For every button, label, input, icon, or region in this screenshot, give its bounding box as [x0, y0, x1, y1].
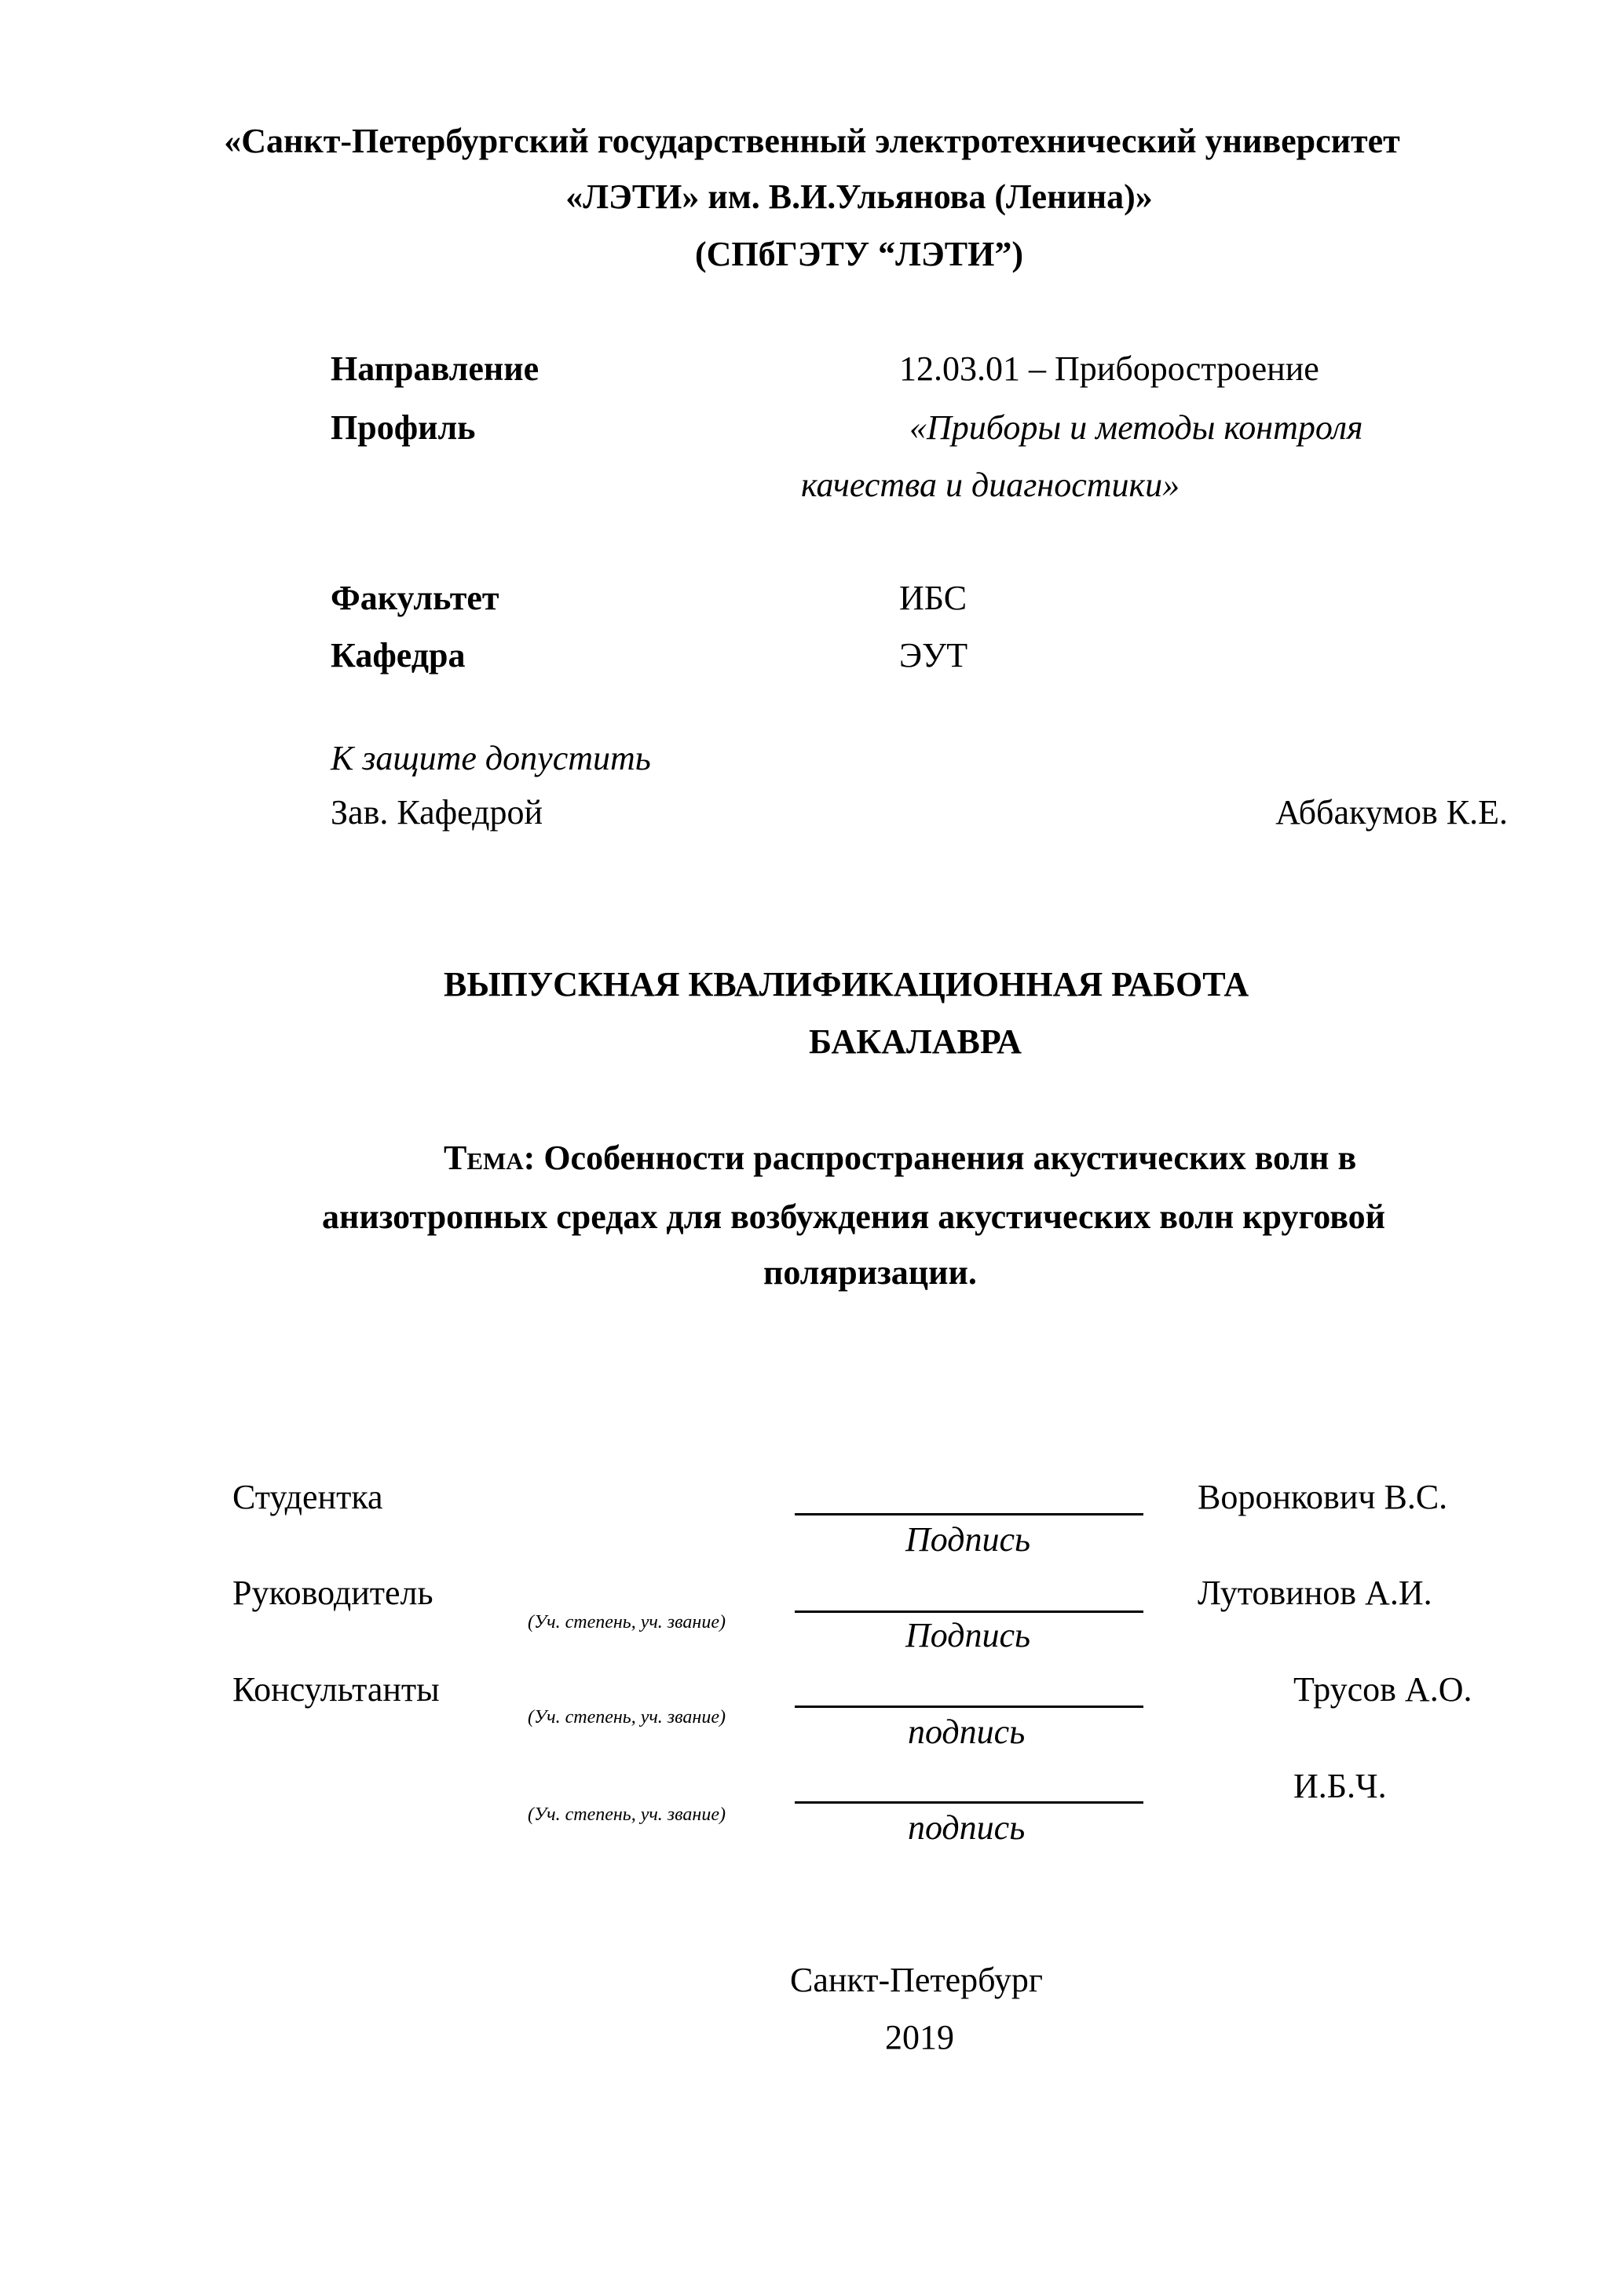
consultant2-signature-caption: подпись	[908, 1808, 1026, 1847]
consultant2-degree-caption: (Уч. степень, уч. звание)	[528, 1804, 726, 1825]
student-name: Воронкович В.С.	[1198, 1478, 1448, 1516]
consultants-label: Консультанты	[232, 1670, 440, 1709]
consultant2-signature-line	[795, 1801, 1143, 1804]
direction-value: 12.03.01 – Приборостроение	[899, 349, 1319, 388]
supervisor-label: Руководитель	[232, 1574, 433, 1612]
university-name-line1: «Санкт-Петербургский государственный электротехнический университет	[224, 122, 1400, 160]
year: 2019	[885, 2018, 954, 2057]
supervisor-signature-caption: Подпись	[905, 1616, 1031, 1654]
student-signature-line	[795, 1513, 1143, 1515]
university-name-line2: «ЛЭТИ» им. В.И.Ульянова (Ленина)»	[565, 177, 1153, 216]
supervisor-degree-caption: (Уч. степень, уч. звание)	[528, 1612, 726, 1632]
university-abbr: (СПбГЭТУ “ЛЭТИ”)	[695, 235, 1023, 273]
topic-line1	[444, 1141, 1356, 1175]
profile-label: Профиль	[331, 408, 476, 447]
supervisor-name: Лутовинов А.И.	[1198, 1574, 1432, 1612]
department-value: ЭУТ	[899, 636, 968, 675]
department-label: Кафедра	[331, 636, 466, 675]
direction-label: Направление	[331, 349, 540, 388]
topic-line3: поляризации.	[763, 1253, 977, 1292]
topic-line2: анизотропных средах для возбуждения акустических волн круговой	[322, 1197, 1386, 1236]
admission-note: К защите допустить	[331, 739, 651, 777]
consultant1-name: Трусов А.О.	[1293, 1670, 1472, 1709]
work-title-line2: БАКАЛАВРА	[809, 1022, 1022, 1061]
profile-value-line1: «Приборы и методы контроля	[909, 408, 1363, 447]
student-label: Студентка	[232, 1478, 383, 1516]
faculty-value: ИБС	[899, 579, 967, 617]
city: Санкт-Петербург	[790, 1961, 1043, 1999]
work-title-line1: ВЫПУСКНАЯ КВАЛИФИКАЦИОННАЯ РАБОТА	[444, 965, 1249, 1004]
supervisor-signature-line	[795, 1610, 1143, 1613]
student-signature-caption: Подпись	[905, 1520, 1031, 1559]
consultant2-name: И.Б.Ч.	[1293, 1767, 1387, 1805]
consultant1-signature-line	[795, 1706, 1143, 1708]
consultant1-degree-caption: (Уч. степень, уч. звание)	[528, 1707, 726, 1727]
topic-prefix: Тема:	[444, 1139, 536, 1177]
head-of-department-label: Зав. Кафедрой	[331, 793, 543, 832]
topic-text-line1: Особенности распространения акустических волн в	[543, 1139, 1357, 1177]
profile-value-line2: качества и диагностики»	[801, 466, 1180, 504]
head-of-department-name: Аббакумов К.Е.	[1275, 793, 1508, 832]
faculty-label: Факультет	[331, 579, 499, 617]
consultant1-signature-caption: подпись	[908, 1713, 1026, 1751]
